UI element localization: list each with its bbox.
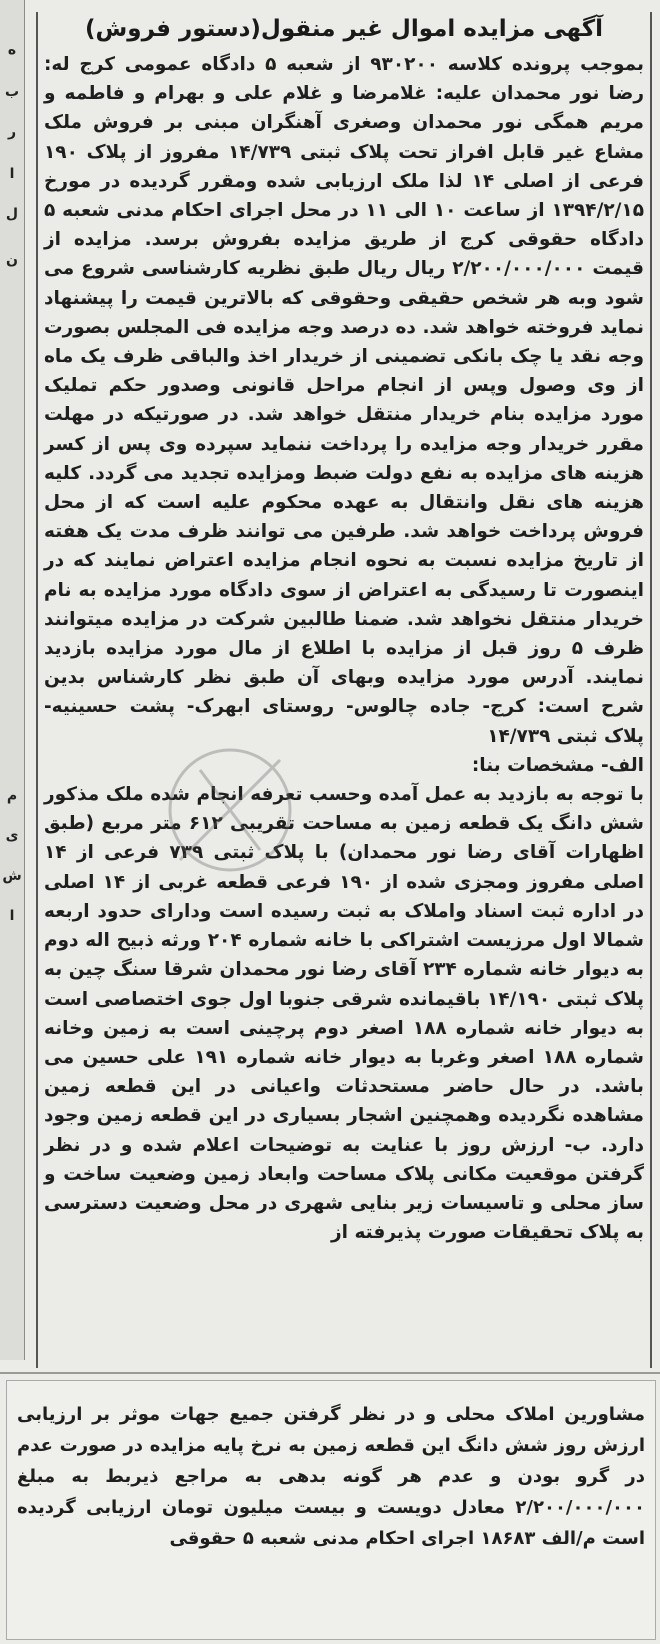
margin-fragment: ر [7, 124, 17, 140]
auction-notice [36, 12, 652, 1368]
continuation-paragraph: مشاورین املاک محلی و در نظر گرفتن جمیع جهات موثر بر ارزیابی ارزش روز شش دانگ این قطعه زمین به نرخ پایه مزایده در صورت عدم در گرو بودن و عدم هر گونه بدهی به مراجع ذیربط به مبلغ ۲/۲۰۰/۰۰۰/۰۰۰ معادل دویست و بیست میلیون تومان ارزیابی گردیده است م/الف ۱۸۶۸۳ اجرای احکام مدنی شعبه ۵ حقوقی [17, 1404, 645, 1549]
margin-fragment: ش [2, 868, 22, 884]
margin-fragment: ب [4, 84, 20, 100]
margin-fragment: ل [5, 206, 19, 222]
notice-body [38, 50, 650, 751]
cutout-separator [0, 1372, 660, 1374]
margin-fragment: ه [7, 42, 17, 58]
margin-fragment: ی [5, 828, 19, 844]
notice-title: آگهی مزایده اموال غیر منقول(دستور فروش) [85, 16, 603, 42]
section-a-paragraph: با توجه به بازدید به عمل آمده وحسب تعرفه انجام شده ملک مذکور شش دانگ یک قطعه زمین به مساحت تقریبی ۶۱۲ متر مربع (طبق اظهارات آقای رضا نور محمدان) با پلاک ثبتی ۷۳۹ فرعی از ۱۴ اصلی مفروز ومجزی شده از ۱۹۰ فرعی قطعه غربی از ۱۴ اصلی در اداره ثبت اسناد واملاک به ثبت رسیده است ودارای حدود اربعه شمالا اول مرزیست اشتراکی با خانه شماره ۲۰۴ ورثه ذبیح اله دوم به دیوار خانه شماره ۲۳۴ آقای رضا نور محمدان شرقا سنگ چین به پلاک ثبتی ۱۴/۱۹۰ باقیمانده شرقی جنوبا اول جوی اختصاصی است به دیوار خانه شماره ۱۸۸ اصغر دوم پرچینی است به زمین وخانه شماره ۱۸۸ اصغر وغربا به دیوار خانه شماره ۱۹۱ علی حسین می باشد. در حال حاضر مستحدثات واعیانی در این قطعه زمین مشاهده نگردیده وهمچنین اشجار بسیاری در این قطعه زمین وجود دارد. ب- ارزش روز با عنایت به توضیحات اعلام شده و در نظر گرفتن موقعیت مکانی پلاک مساحت وابعاد زمین وضعیت ساخت و ساز محلی و تاسیسات زیر بنایی شهری در محل وضعیت دسترسی به پلاک تحقیقات صورت پذیرفته از [44, 784, 644, 1244]
section-a-heading: الف- مشخصات بنا: [471, 754, 644, 776]
margin-fragment: ا [9, 166, 15, 182]
margin-fragment: م [6, 788, 18, 804]
notice-continuation-clip [6, 1380, 656, 1640]
notice-main-paragraph: بموجب پرونده کلاسه ۹۳۰۲۰۰ از شعبه ۵ دادگاه عمومی کرج له: رضا نور محمدان علیه: غلامرضا و غلام علی و بهرام و فاطمه و مریم همگی نور محمدان وصغری آهنگران مبنی بر فروش ملک مشاع غیر قابل افراز تحت پلاک ثبتی ۱۴/۷۳۹ مفروز از پلاک ۱۹۰ فرعی از اصلی ۱۴ لذا ملک ارزیابی شده ومقرر گردیده در مورخ ۱۳۹۴/۲/۱۵ از ساعت ۱۰ الی ۱۱ در محل اجرای احکام مدنی شعبه ۵ دادگاه حقوقی کرج از طریق مزایده بفروش برسد. مزایده از قیمت ۲/۲۰۰/۰۰۰/۰۰۰ ریال ریال طبق نظریه کارشناسی شروع می شود وبه هر شخص حقیقی وحقوقی که بالاترین قیمت را پیشنهاد نماید فروخته خواهد شد. ده درصد وجه مزایده فی المجلس بصورت وجه نقد یا چک بانکی تضمینی از خریدار اخذ والباقی ظرف یک ماه از وی وصول وپس از انجام مراحل قانونی وصدور حکم تملیک مورد مزایده بنام خریدار منتقل خواهد شد. در صورتیکه در مهلت مقرر خریدار وجه مزایده را پرداخت ننماید سپرده وی پس از کسر هزینه های مزایده به نفع دولت ضبط ومزایده تجدید می گردد. کلیه هزینه های نقل وانتقال به عهده محکوم علیه است که از محل فروش پرداخت خواهد شد. طرفین می توانند ظرف مدت یک هفته از تاریخ مزایده نسبت به نحوه انجام مزایده اعتراض نمایند که در اینصورت تا رسیدگی به اعتراض از سوی دادگاه مورد مزایده به نام خریدار منتقل نخواهد شد. ضمنا طالبین شرکت در مزایده میتوانند ظرف ۵ روز قبل از مزایده با اطلاع از مال مورد مزایده بازدید نمایند. آدرس مورد مزایده وبهای آن طبق نظر کارشناس بدین شرح است: کرج- جاده چالوس- روستای ابهرک- پشت حسینیه- پلاک ثبتی ۱۴/۷۳۹ [44, 54, 644, 747]
section-a-body [38, 780, 650, 1247]
margin-fragment: ن [6, 252, 18, 268]
adjacent-column-fragment [0, 0, 25, 1360]
margin-fragment: ا [9, 908, 15, 924]
